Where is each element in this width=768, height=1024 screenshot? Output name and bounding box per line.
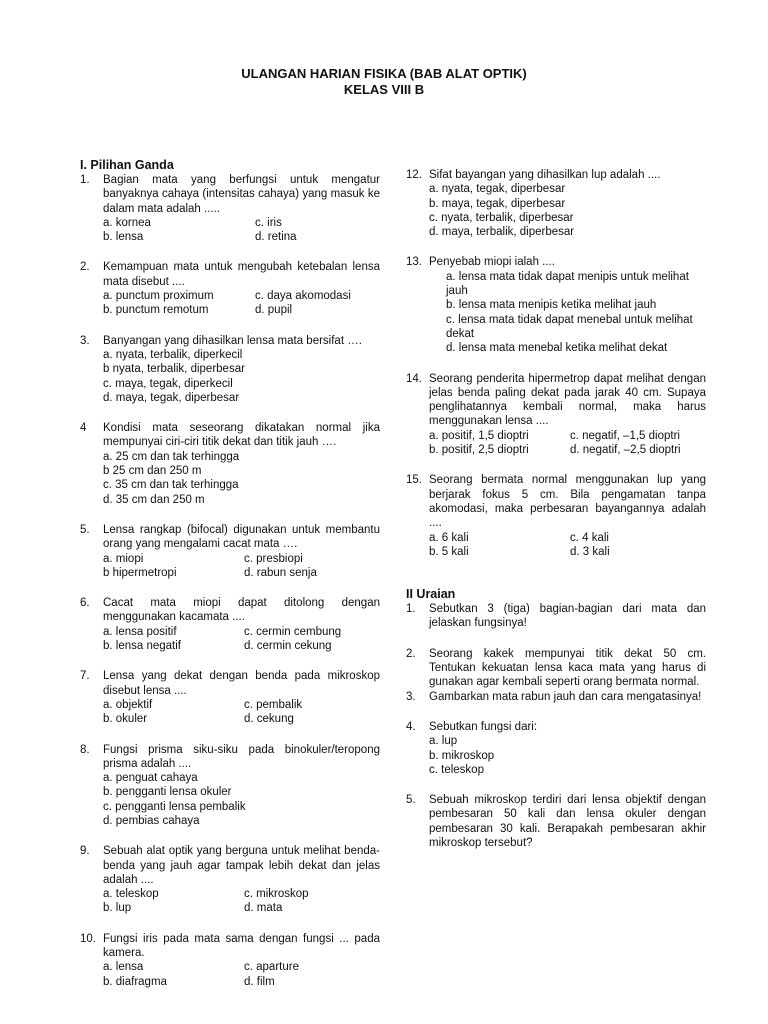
essay-question-4 (406, 720, 706, 777)
option: c. 4 kali (570, 531, 609, 544)
question-number: 9. (80, 845, 90, 858)
option: a. lup (429, 735, 458, 748)
question-2 (80, 260, 380, 317)
question-5 (80, 523, 380, 580)
option (429, 298, 706, 312)
left-column (80, 158, 380, 989)
question-text: Bagian mata yang berfungsi untuk mengatur banyaknya cahaya (intensitas cahaya) yang masuk ke dalam mata adalah ..... (103, 174, 380, 215)
option: a. nyata, terbalik, diperkecil (103, 348, 243, 361)
options (429, 429, 706, 458)
question-text: Lensa rangkap (bifocal) digunakan untuk membantu orang yang mengalami cacat mata …. (103, 523, 380, 551)
options (103, 698, 380, 727)
question-number: 12. (406, 169, 422, 181)
question-text: Lensa yang dekat dengan benda pada mikroskop disebut lensa .... (103, 670, 380, 697)
option: c. nyata, terbalik, diperbesar (429, 211, 574, 224)
options (429, 182, 706, 239)
question-10 (80, 932, 380, 989)
option: b hipermetropi (103, 566, 177, 579)
question-number: 5. (80, 523, 90, 536)
options (103, 960, 380, 989)
option: c. daya akomodasi (255, 290, 351, 303)
question-text: Penyebab miopi ialah .... (429, 256, 555, 269)
question-text: Fungsi iris pada mata sama dengan fungsi ... pada kamera. (103, 932, 380, 960)
option: a. kornea (103, 216, 151, 229)
options (103, 289, 380, 318)
section-title-pilihan-ganda: I. Pilihan Ganda (80, 158, 174, 172)
question-number: 1. (80, 174, 90, 186)
option: d. film (244, 975, 275, 988)
question-number: 6. (80, 597, 90, 610)
question-number: 2. (80, 261, 90, 274)
option: d. pembias cahaya (103, 814, 200, 827)
essay-question-5 (406, 793, 706, 850)
question-number: 15. (406, 474, 422, 487)
option: d. cermin cekung (244, 640, 332, 653)
options (103, 625, 380, 654)
question-3 (80, 334, 380, 405)
option: b. punctum remotum (103, 304, 209, 317)
question-text: Kondisi mata seseorang dikatakan normal jika mempunyai ciri-ciri titik dekat dan titik jauh …. (103, 422, 380, 449)
options (429, 531, 706, 560)
option (429, 270, 706, 299)
question-number: 2. (406, 647, 416, 660)
option: b. positif, 2,5 dioptri (429, 444, 529, 457)
option-text: d. lensa mata menebal ketika melihat dekat (446, 342, 668, 355)
option: c. presbiopi (244, 552, 303, 565)
question-8 (80, 743, 380, 829)
options (103, 887, 380, 916)
right-column (406, 168, 706, 850)
option: d. mata (244, 902, 283, 915)
option: c. cermin cembung (244, 625, 342, 638)
option: d. cekung (244, 713, 294, 726)
question-number: 1. (406, 603, 416, 616)
option: d. 35 cm dan 250 m (103, 493, 205, 506)
options (429, 270, 706, 356)
option: d. pupil (255, 304, 293, 317)
document-title (0, 66, 768, 98)
question-4 (80, 421, 380, 507)
options (429, 734, 706, 777)
question-text: Fungsi prisma siku-siku pada binokuler/teropong prisma adalah .... (103, 743, 380, 770)
question-number: 5. (406, 794, 416, 807)
essay-question-3 (406, 690, 706, 704)
title-line-2: KELAS VIII B (343, 82, 425, 97)
question-number: 8. (80, 743, 90, 756)
question-text: Banyangan yang dihasilkan lensa mata bersifat …. (103, 334, 362, 347)
option: a. objektif (103, 698, 153, 711)
question-number: 4 (80, 422, 87, 435)
option: a. lensa positif (103, 625, 177, 638)
options (103, 552, 380, 581)
option: b. lensa negatif (103, 640, 182, 653)
option: c. teleskop (429, 763, 484, 776)
option (429, 313, 706, 342)
question-text: Seorang penderita hipermetrop dapat melihat dengan jelas benda paling dekat pada jarak 40 cm. Supaya penglihatannya kembali normal, maka harus menggunakan lensa .... (429, 372, 706, 428)
option: c. 35 cm dan tak terhingga (103, 479, 239, 492)
question-15 (406, 473, 706, 559)
question-text: Seorang bermata normal menggunakan lup yang berjarak fokus 5 cm. Bila pengamatan tanpa akomodasi, maka perbesaran bayangannya adalah .... (429, 474, 706, 530)
question-number: 10. (80, 932, 96, 945)
option: b. mikroskop (429, 749, 495, 762)
option: a. 25 cm dan tak terhingga (103, 450, 240, 463)
option: b. pengganti lensa okuler (103, 786, 232, 799)
question-text: Sebutkan 3 (tiga) bagian-bagian dari mata dan jelaskan fungsinya! (429, 603, 706, 630)
title-line-1: ULANGAN HARIAN FISIKA (BAB ALAT OPTIK) (241, 66, 527, 81)
option: c. aparture (244, 961, 299, 974)
question-12 (406, 168, 706, 239)
option: c. maya, tegak, diperkecil (103, 377, 233, 390)
option: b. maya, tegak, diperbesar (429, 197, 566, 210)
essay-question-2 (406, 647, 706, 690)
option: b. diafragma (103, 975, 167, 988)
option: c. mikroskop (244, 888, 309, 901)
option: c. pembalik (244, 698, 303, 711)
question-number: 3. (406, 690, 416, 703)
section-title-uraian: II Uraian (406, 587, 456, 602)
option: d. 3 kali (570, 545, 610, 558)
question-6 (80, 596, 380, 653)
question-9 (80, 844, 380, 915)
option: d. rabun senja (244, 566, 317, 579)
question-text: Seorang kakek mempunyai titik dekat 50 cm. Tentukan kekuatan lensa kaca mata yang harus di gunakan agar kembali seperti orang bermata normal. (429, 647, 706, 689)
option (429, 341, 706, 355)
option: d. maya, tegak, diperbesar (103, 391, 240, 404)
option: c. iris (255, 216, 282, 229)
option: c. pengganti lensa pembalik (103, 800, 246, 813)
question-7 (80, 669, 380, 726)
option: d. negatif, –2,5 dioptri (570, 444, 681, 457)
options (103, 216, 380, 245)
question-1 (80, 173, 380, 244)
question-14 (406, 372, 706, 458)
option: a. miopi (103, 552, 144, 565)
question-text: Sebutkan fungsi dari: (429, 720, 538, 733)
option: a. positif, 1,5 dioptri (429, 429, 529, 442)
option: b. okuler (103, 713, 148, 726)
option: a. penguat cahaya (103, 772, 198, 785)
option: d. retina (255, 231, 297, 244)
option-text: a. lensa mata tidak dapat menipis untuk melihat jauh (446, 270, 689, 298)
question-number: 3. (80, 334, 90, 347)
question-number: 14. (406, 372, 422, 385)
option: b. lup (103, 902, 132, 915)
option: a. punctum proximum (103, 290, 214, 303)
options (103, 450, 380, 507)
option: b. 5 kali (429, 545, 469, 558)
option: b nyata, terbalik, diperbesar (103, 363, 245, 376)
option: c. negatif, –1,5 dioptri (570, 429, 680, 442)
question-text: Sebuah alat optik yang berguna untuk melihat benda-benda yang jauh agar tampak lebih dekat dan jelas adalah .... (103, 845, 380, 886)
question-text: Cacat mata miopi dapat ditolong dengan menggunakan kacamata .... (103, 597, 380, 624)
question-number: 7. (80, 670, 90, 683)
question-text: Kemampuan mata untuk mengubah ketebalan lensa mata disebut .... (103, 261, 380, 288)
option: a. teleskop (103, 888, 159, 901)
option: d. maya, terbalik, diperbesar (429, 226, 575, 239)
options (103, 348, 380, 405)
question-number: 4. (406, 720, 416, 733)
question-13 (406, 255, 706, 355)
question-text: Sebuah mikroskop terdiri dari lensa objektif dengan pembesaran 50 kali dan lensa okuler dengan pembesaran 30 kali. Berapakah pembesaran akhir mikroskop tersebut? (429, 794, 706, 849)
question-text: Sifat bayangan yang dihasilkan lup adalah .... (429, 169, 661, 181)
essay-question-1 (406, 602, 706, 631)
option: a. 6 kali (429, 531, 469, 544)
options (103, 771, 380, 828)
option: a. nyata, tegak, diperbesar (429, 183, 566, 196)
option: b 25 cm dan 250 m (103, 465, 202, 478)
question-number: 13. (406, 256, 422, 269)
option-text: c. lensa mata tidak dapat menebal untuk melihat dekat (446, 313, 693, 340)
option-text: b. lensa mata menipis ketika melihat jauh (446, 299, 657, 312)
option: a. lensa (103, 961, 144, 974)
question-text: Gambarkan mata rabun jauh dan cara mengatasinya! (429, 690, 702, 703)
option: b. lensa (103, 231, 144, 244)
